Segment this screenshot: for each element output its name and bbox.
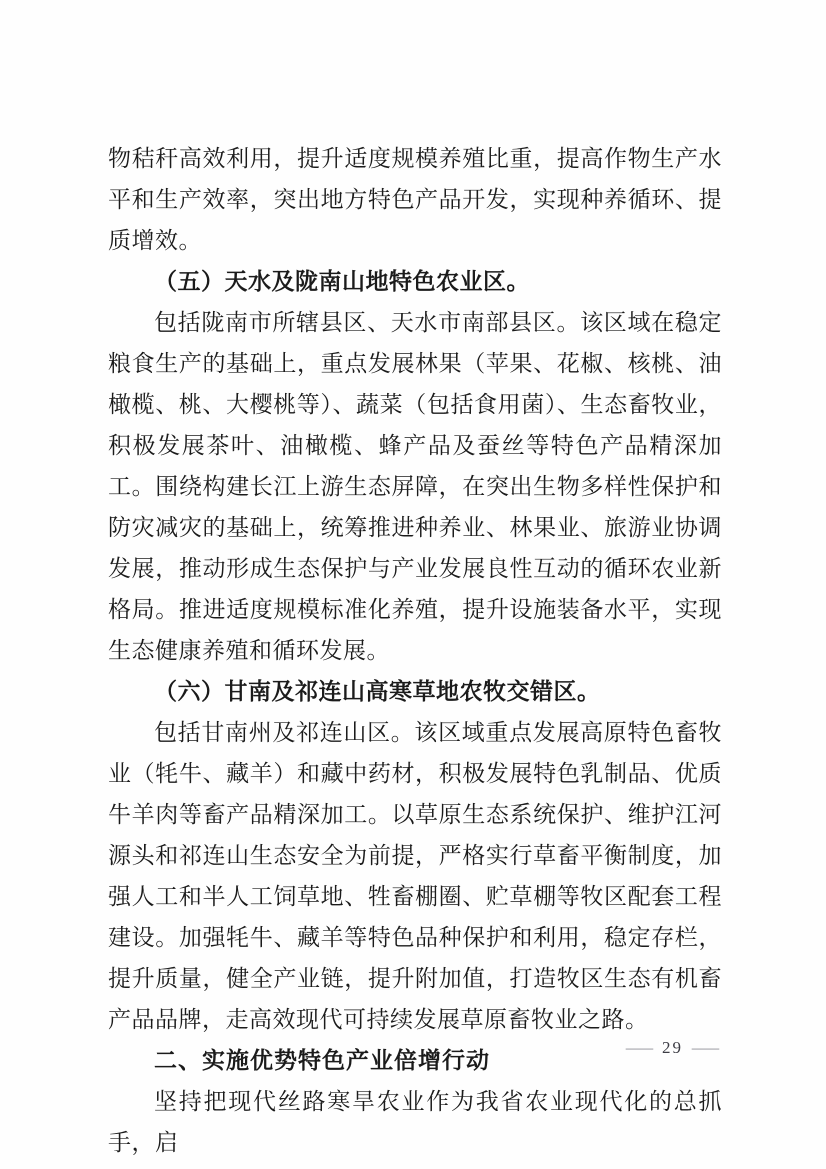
paragraph-continuation: 物秸秆高效利用，提升适度规模养殖比重，提高作物生产水平和生产效率，突出地方特色产品开发，实现种养循环、提质增效。	[108, 146, 722, 253]
page-number-dash-right: —	[691, 1038, 720, 1057]
paragraph-region-5: 包括陇南市所辖县区、天水市南部县区。该区域在稳定粮食生产的基础上，重点发展林果（苹果、花椒、核桃、油橄榄、桃、大樱桃等）、蔬菜（包括食用菌）、生态畜牧业，积极发展茶叶、油橄榄、蜂产品及蚕丝等特色产品精深加工。围绕构建长江上游生态屏障，在突出生物多样性保护和防灾减灾的基础上，统筹推进种养业、林果业、旅游业协调发展，推动形成生态保护与产业发展良性互动的循环农业新格局。推进适度规模标准化养殖，提升设施装备水平，实现生态健康养殖和循环发展。	[108, 310, 722, 663]
page-number-dash-left: —	[625, 1038, 654, 1057]
section-heading-6: （六）甘南及祁连山高寒草地农牧交错区。	[154, 679, 601, 704]
section-heading-5: （五）天水及陇南山地特色农业区。	[154, 269, 530, 294]
page-number	[625, 1038, 720, 1058]
page-number-value: 29	[662, 1038, 683, 1057]
document-body	[108, 138, 722, 1163]
section-heading-action: 二、实施优势特色产业倍增行动	[154, 1047, 490, 1073]
paragraph-action-intro: 坚持把现代丝路寒旱农业作为我省农业现代化的总抓手，启	[108, 1089, 722, 1155]
paragraph-region-6: 包括甘南州及祁连山区。该区域重点发展高原特色畜牧业（牦牛、藏羊）和藏中药材，积极发展特色乳制品、优质牛羊肉等畜产品精深加工。以草原生态系统保护、维护江河源头和祁连山生态安全为前提，严格实行草畜平衡制度，加强人工和半人工饲草地、牲畜棚圈、贮草棚等牧区配套工程建设。加强牦牛、藏羊等特色品种保护和利用，稳定存栏，提升质量，健全产业链，提升附加值，打造牧区生态有机畜产品品牌，走高效现代可持续发展草原畜牧业之路。	[108, 720, 722, 1032]
